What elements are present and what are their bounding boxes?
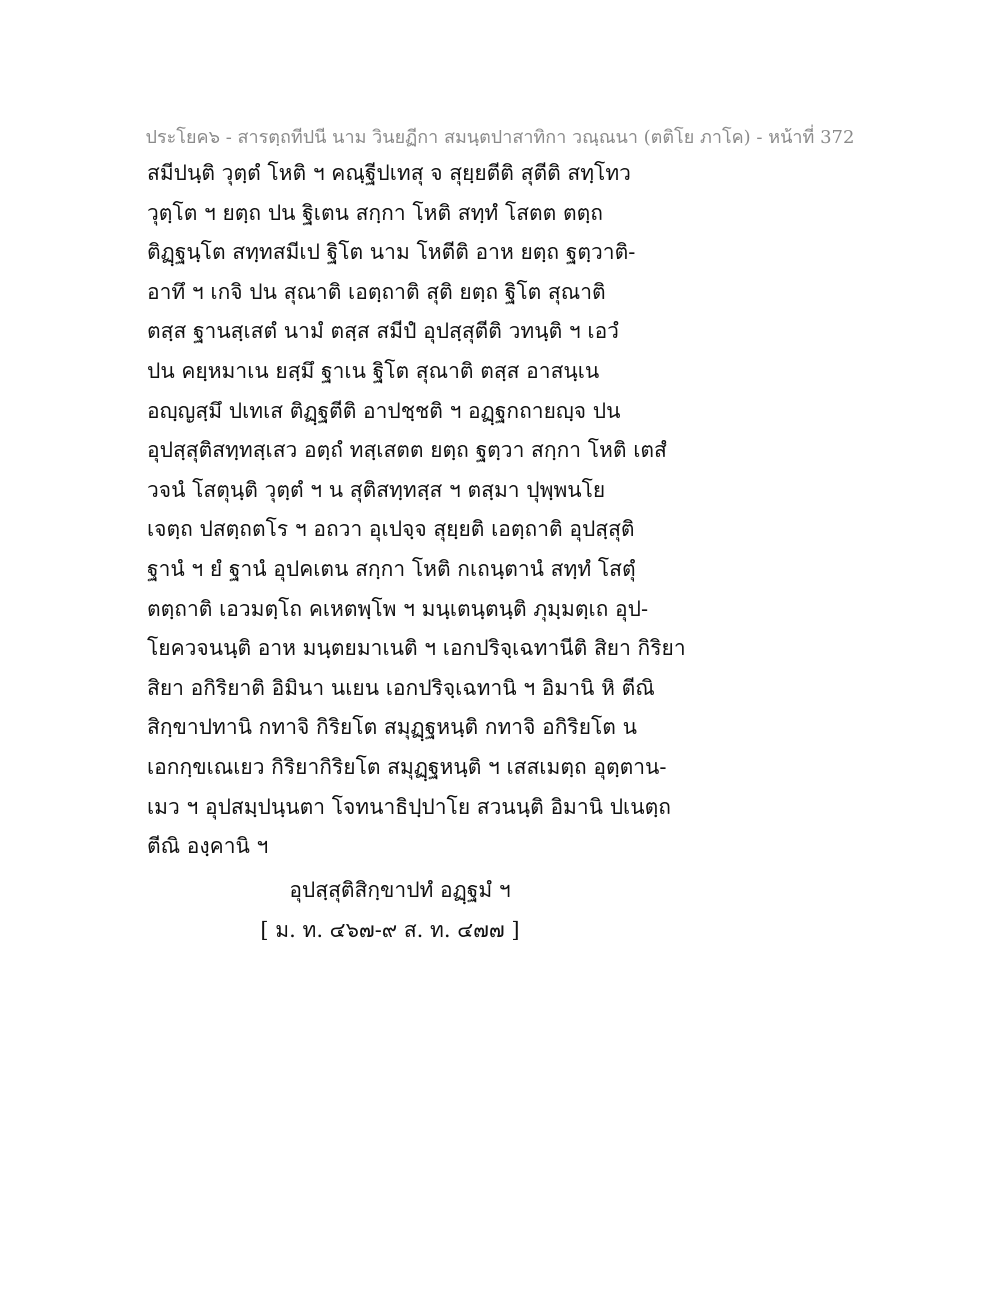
body-line: เจตฺถ ปสตฺถตโร ฯ อถวา อุเปจฺจ สุยฺยติ เอตฺถาติ อุปสฺสุติ <box>147 517 635 542</box>
body-line: อุปสฺสุติสทฺทสฺเสว อตฺถํ ทสฺเสตต ยตฺถ ฐตฺวา สกฺกา โหติ เตสํ <box>147 438 667 463</box>
body-line: เอกกฺขเณเยว กิริยากิริยโต สมุฏฺฐหนฺติ ฯ เสสเมตฺถ อุตฺตาน- <box>147 754 667 779</box>
body-line: สิกฺขาปทานิ กทาจิ กิริยโต สมุฏฺฐหนฺติ กทาจิ อกิริยโต น <box>147 715 637 740</box>
body-line: อญฺญสฺมึ ปเทเส ติฏฺฐตีติ อาปชฺชติ ฯ อฏฺฐกถายญฺจ ปน <box>147 398 621 423</box>
reference-citation: [ ม. ท. ๔๖๗-๙ ส. ท. ๔๗๗ ] <box>260 918 520 942</box>
body-line: ตีณิ องฺคานิ ฯ <box>147 834 269 859</box>
page-header: ประโยค๖ - สารตฺถทีปนี นาม วินยฏีกา สมนฺตปาสาทิกา วณฺณนา (ตติโย ภาโค) - หน้าที่ 372 <box>145 127 855 148</box>
body-line: สิยา อกิริยาติ อิมินา นเยน เอกปริจฺเฉทานิ ฯ อิมานิ หิ ตีณิ <box>147 675 655 700</box>
body-line: วจนํ โสตุนฺติ วุตฺตํ ฯ น สุติสทฺทสฺส ฯ ตสฺมา ปุพฺพนโย <box>147 477 606 502</box>
body-line: ตสฺส ฐานสฺเสตํ นามํ ตสฺส สมีปํ อุปสฺสุตีติ วทนฺติ ฯ เอวํ <box>147 319 619 344</box>
body-line: ฐานํ ฯ ยํ ฐานํ อุปคเตน สกฺกา โหติ กเถนฺตานํ สทฺทํ โสตุํ <box>147 556 636 581</box>
body-line: ปน คยฺหมาเน ยสฺมึ ฐาเน ฐิโต สุณาติ ตสฺส อาสนฺเน <box>147 358 600 383</box>
body-line: วุตฺโต ฯ ยตฺถ ปน ฐิเตน สกฺกา โหติ สทฺทํ โสตต ตตฺถ <box>147 200 603 225</box>
section-title: อุปสฺสุติสิกฺขาปทํ อฏฺฐมํ ฯ <box>289 878 511 902</box>
body-line: เมว ฯ อุปสมฺปนฺนตา โจทนาธิปฺปาโย สวนนฺติ อิมานิ ปเนตฺถ <box>147 794 671 819</box>
body-line: โยควจนนฺติ อาห มนฺตยมาเนติ ฯ เอกปริจฺเฉทานีติ สิยา กิริยา <box>147 636 686 661</box>
body-line: อาทึ ฯ เกจิ ปน สุณาติ เอตฺถาติ สุติ ยตฺถ ฐิโต สุณาติ <box>147 279 606 304</box>
body-line: ตตฺถาติ เอวมตฺโถ คเหตพฺโพ ฯ มนฺเตนฺตนฺติ ภุมฺมตฺเถ อุป- <box>147 596 649 621</box>
body-line: ติฏฺฐนฺโต สทฺทสมีเป ฐิโต นาม โหตีติ อาห ยตฺถ ฐตฺวาติ- <box>147 240 636 265</box>
body-text <box>147 158 707 871</box>
body-line: สมีปนฺติ วุตฺตํ โหติ ฯ คณฺฐีปเทสุ จ สุยฺยตีติ สุตีติ สทฺโทว <box>147 161 631 185</box>
